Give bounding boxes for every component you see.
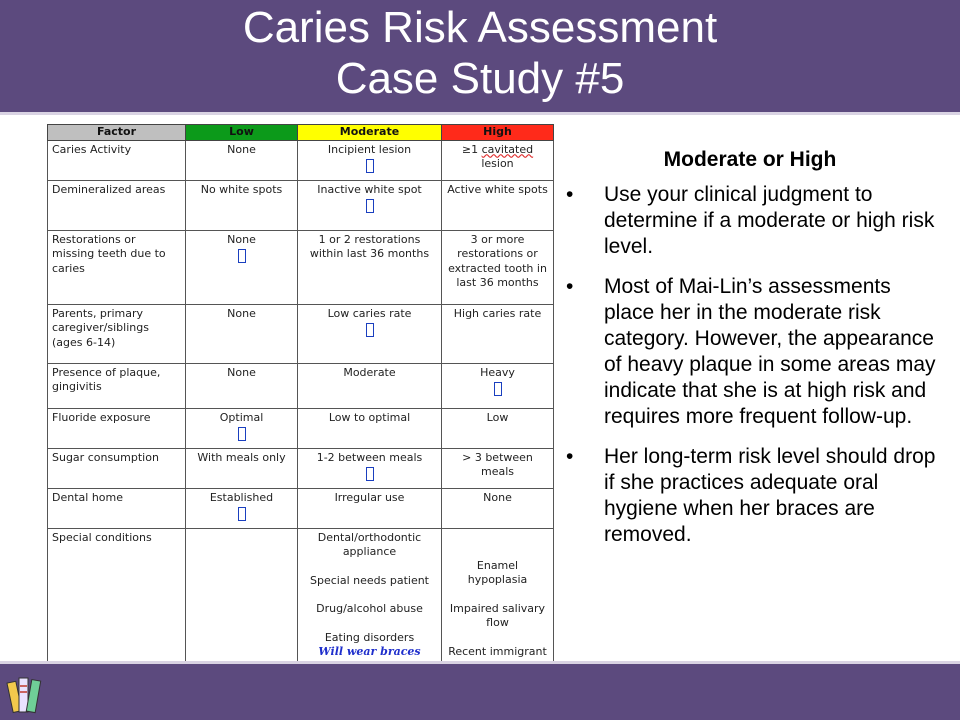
spacer <box>446 531 549 545</box>
table-header-row <box>48 125 554 141</box>
special-condition: Special needs patient <box>310 573 429 587</box>
low-text: None <box>227 232 256 246</box>
high-text: ≥1 <box>461 142 482 156</box>
bullet-item <box>560 274 940 430</box>
moderate-cell: Moderate <box>298 363 442 408</box>
table-row <box>48 448 554 488</box>
check-box-icon <box>366 199 374 213</box>
high-text: Heavy <box>480 365 515 379</box>
check-box-icon <box>238 507 246 521</box>
table-row <box>48 528 554 678</box>
low-cell: With meals only <box>186 448 298 488</box>
moderate-cell: Low to optimal <box>298 408 442 448</box>
footer-bar <box>0 664 960 720</box>
factor-cell: Special conditions <box>48 528 186 678</box>
high-cell: 3 or more restorations or extracted tooth in last 36 months <box>442 230 554 304</box>
bullet-item <box>560 182 940 260</box>
high-cell: None <box>442 488 554 528</box>
high-cell <box>442 140 554 180</box>
low-cell <box>186 488 298 528</box>
spacer <box>302 560 437 574</box>
moderate-cell: Irregular use <box>298 488 442 528</box>
books-logo-icon <box>6 672 46 716</box>
bullet-icon: • <box>566 275 574 298</box>
special-condition: Drug/alcohol abuse <box>316 602 423 615</box>
slide-title-line-2: Case Study #5 <box>335 54 625 103</box>
check-box-icon <box>238 249 246 263</box>
moderate-text: 1-2 between meals <box>316 450 423 464</box>
explanation-panel <box>560 146 940 562</box>
high-cell: Low <box>442 408 554 448</box>
bullet-text: Use your clinical judgment to determine if a moderate or high risk level. <box>604 183 935 258</box>
factor-cell: Parents, primary caregiver/siblings (ages 6-14) <box>48 304 186 363</box>
low-cell: None <box>186 363 298 408</box>
high-cell <box>442 363 554 408</box>
low-text: Established <box>209 490 274 504</box>
factor-cell: Caries Activity <box>48 140 186 180</box>
low-cell: None <box>186 304 298 363</box>
bullet-item <box>560 444 940 548</box>
header-factor: Factor <box>48 125 186 141</box>
moderate-cell <box>298 528 442 678</box>
check-box-icon <box>366 467 374 481</box>
table-row <box>48 140 554 180</box>
factor-cell: Presence of plaque, gingivitis <box>48 363 186 408</box>
slide-title <box>0 2 960 104</box>
check-box-icon <box>366 323 374 337</box>
factor-cell: Sugar consumption <box>48 448 186 488</box>
moderate-cell <box>298 140 442 180</box>
check-box-icon <box>494 382 502 396</box>
factor-cell: Restorations or missing teeth due to caries <box>48 230 186 304</box>
caries-risk-table <box>47 124 554 679</box>
table-row <box>48 230 554 304</box>
moderate-cell: 1 or 2 restorations within last 36 months <box>298 230 442 304</box>
header-low: Low <box>186 125 298 141</box>
table-row <box>48 488 554 528</box>
high-cell: High caries rate <box>442 304 554 363</box>
table-row <box>48 363 554 408</box>
bullet-icon: • <box>566 183 574 206</box>
table-row <box>48 180 554 230</box>
low-text: Optimal <box>219 410 264 424</box>
special-condition: Impaired salivary flow <box>449 601 546 629</box>
bullet-icon: • <box>566 445 574 468</box>
special-condition: Dental/orthodontic appliance <box>317 530 422 558</box>
spacer <box>302 617 437 631</box>
moderate-text: Low caries rate <box>327 306 412 320</box>
special-condition: Enamel hypoplasia <box>467 558 528 586</box>
moderate-text: Inactive white spot <box>317 182 422 196</box>
high-cell: > 3 between meals <box>442 448 554 488</box>
factor-cell: Fluoride exposure <box>48 408 186 448</box>
check-box-icon <box>366 159 374 173</box>
header-moderate: Moderate <box>298 125 442 141</box>
explanation-heading: Moderate or High <box>663 148 837 171</box>
spacer <box>446 588 549 602</box>
low-cell <box>186 230 298 304</box>
bullet-text: Most of Mai-Lin’s assessments place her in the moderate risk category. However, the appearance of heavy plaque in some areas may indicate that she is at high risk and requires more frequent follow-up. <box>604 275 936 428</box>
moderate-cell <box>298 180 442 230</box>
low-cell: None <box>186 140 298 180</box>
title-divider <box>0 112 960 115</box>
high-text-line2: lesion <box>481 157 514 170</box>
low-cell <box>186 408 298 448</box>
high-cell: Active white spots <box>442 180 554 230</box>
special-condition: Recent immigrant <box>448 644 547 658</box>
table-row <box>48 408 554 448</box>
high-text-underlined: cavitated <box>481 142 534 156</box>
spacer <box>446 545 549 559</box>
check-box-icon <box>238 427 246 441</box>
low-cell <box>186 528 298 678</box>
moderate-cell <box>298 304 442 363</box>
moderate-cell <box>298 448 442 488</box>
handwritten-note: Will wear braces <box>318 645 421 658</box>
low-cell: No white spots <box>186 180 298 230</box>
slide-title-line-1: Caries Risk Assessment <box>242 3 718 52</box>
moderate-text: Incipient lesion <box>327 142 412 156</box>
bullet-text: Her long-term risk level should drop if she practices adequate oral hygiene when her braces are removed. <box>604 445 936 546</box>
table-row <box>48 304 554 363</box>
factor-cell: Dental home <box>48 488 186 528</box>
spacer <box>446 631 549 645</box>
header-high: High <box>442 125 554 141</box>
high-cell <box>442 528 554 678</box>
factor-cell: Demineralized areas <box>48 180 186 230</box>
special-condition: Eating disorders <box>324 630 415 644</box>
spacer <box>302 588 437 602</box>
